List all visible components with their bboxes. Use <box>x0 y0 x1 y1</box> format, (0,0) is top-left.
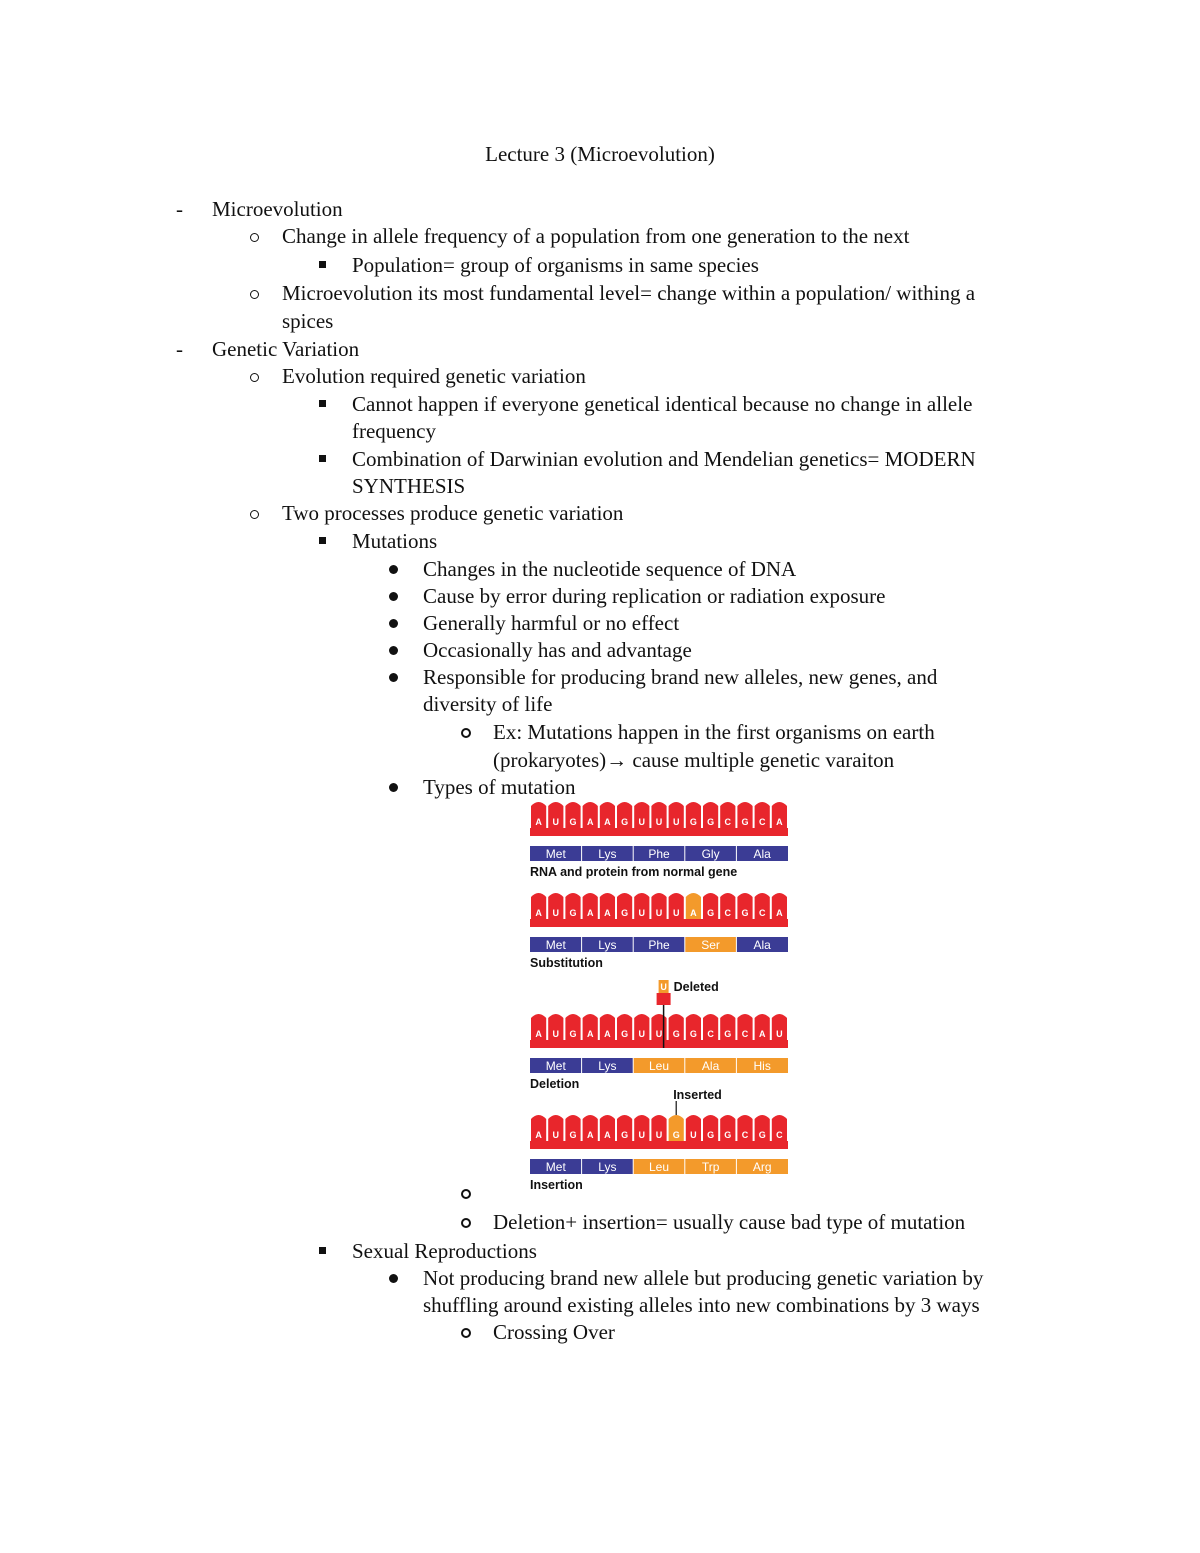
rna-base-letter: A <box>690 908 697 918</box>
rna-base-letter: G <box>672 1130 680 1140</box>
rna-base-letter: C <box>741 1029 749 1039</box>
outline-text: Not producing brand new allele but producing genetic variation by <box>423 1266 984 1290</box>
rna-base-letter: U <box>655 817 663 827</box>
insertion-annotation: Inserted <box>673 1088 722 1102</box>
dash-bullet: - <box>176 337 183 361</box>
rna-base-letter: A <box>535 1130 542 1140</box>
ring-bullet <box>461 728 471 738</box>
rna-base-letter: U <box>638 1130 646 1140</box>
outline-text: spices <box>282 309 334 333</box>
rna-base-letter: G <box>569 817 577 827</box>
rna-base-letter: G <box>741 817 749 827</box>
codon-label: Lys <box>598 847 617 861</box>
rna-base-letter: A <box>758 1029 766 1039</box>
rna-base-letter: G <box>621 817 629 827</box>
rna-base-letter: U <box>672 817 680 827</box>
outline-text: Mutations <box>352 529 438 553</box>
rna-base-letter: G <box>621 1029 629 1039</box>
outline-text: Microevolution <box>212 197 343 221</box>
panel-caption: Substitution <box>530 956 603 970</box>
outline-text: (prokaryotes)→ cause multiple genetic varaiton <box>493 748 895 772</box>
rna-base-letter: U <box>655 908 663 918</box>
outline-text: Occasionally has and advantage <box>423 638 692 662</box>
outline-text: Cannot happen if everyone genetical identical because no change in allele <box>352 392 973 416</box>
rna-base-letter: G <box>724 1130 732 1140</box>
codon-label: His <box>753 1059 771 1073</box>
codon-label: Phe <box>648 938 670 952</box>
outline-text: Population= group of organisms in same species <box>352 253 759 277</box>
rna-base-letter: C <box>758 908 766 918</box>
rna-base-letter: G <box>621 1130 629 1140</box>
rna-backbone <box>530 828 788 836</box>
rna-backbone <box>530 1040 788 1048</box>
circle-bullet <box>250 373 259 382</box>
rna-base-letter: C <box>776 1130 783 1140</box>
circle-bullet <box>250 510 259 519</box>
rna-base-letter: G <box>569 1029 577 1039</box>
rna-base-letter: U <box>655 1029 663 1039</box>
outline-text: diversity of life <box>423 692 553 716</box>
outline-text: Deletion+ insertion= usually cause bad type of mutation <box>493 1210 966 1234</box>
codon-label: Lys <box>598 1059 617 1073</box>
rna-base-letter: G <box>707 1130 715 1140</box>
rna-base-letter: C <box>724 908 732 918</box>
panel-caption: RNA and protein from normal gene <box>530 865 738 879</box>
rna-base-letter: C <box>758 817 766 827</box>
rna-base-letter: A <box>604 1130 611 1140</box>
rna-base-letter: C <box>741 1130 749 1140</box>
rna-backbone <box>530 1141 788 1149</box>
rna-base-letter: A <box>586 817 594 827</box>
rna-base-letter: A <box>776 817 783 827</box>
rna-base-letter: A <box>604 908 611 918</box>
outline-text: Microevolution its most fundamental level= change within a population/ withing a <box>282 281 976 305</box>
rna-base-letter: G <box>741 908 749 918</box>
rna-base-letter: U <box>638 908 646 918</box>
dot-bullet <box>389 783 398 792</box>
rna-base-letter: G <box>569 1130 577 1140</box>
rna-base-letter: U <box>552 908 560 918</box>
rna-base-letter: U <box>552 1029 560 1039</box>
codon-label: Met <box>545 938 566 952</box>
rna-base-letter: A <box>604 1029 611 1039</box>
rna-base-letter: U <box>776 1029 783 1039</box>
codon-label: Ala <box>753 938 771 952</box>
outline-text: Ex: Mutations happen in the first organisms on earth <box>493 720 935 744</box>
rna-base-letter: A <box>586 908 594 918</box>
rna-base-letter: U <box>638 817 646 827</box>
outline-text: Cause by error during replication or radiation exposure <box>423 584 886 608</box>
outline-text: shuffling around existing alleles into new combinations by 3 ways <box>423 1293 980 1317</box>
page-title: Lecture 3 (Microevolution) <box>485 142 715 166</box>
square-bullet <box>319 400 326 407</box>
codon-label: Lys <box>598 1160 617 1174</box>
square-bullet <box>319 261 326 268</box>
outline-text: SYNTHESIS <box>352 474 466 498</box>
deletion-annotation: Deleted <box>673 980 719 994</box>
square-bullet <box>319 455 326 462</box>
codon-label: Ala <box>753 847 771 861</box>
outline-text: Sexual Reproductions <box>352 1239 537 1263</box>
dot-bullet <box>389 1274 398 1283</box>
rna-base-letter: U <box>552 1130 560 1140</box>
mutation-types-figure <box>526 798 796 1198</box>
rna-base-letter: G <box>689 1029 697 1039</box>
rna-base-letter: A <box>586 1029 594 1039</box>
rna-base-letter: G <box>621 908 629 918</box>
dot-bullet <box>389 673 398 682</box>
deleted-base-letter: U <box>660 982 667 992</box>
outline-text: Types of mutation <box>423 775 576 799</box>
outline-text: Changes in the nucleotide sequence of DNA <box>423 557 797 581</box>
rna-base-letter: A <box>535 1029 542 1039</box>
codon-label: Met <box>545 1059 566 1073</box>
rna-backbone <box>530 919 788 927</box>
codon-label: Lys <box>598 938 617 952</box>
codon-label: Trp <box>701 1160 720 1174</box>
outline-text: Evolution required genetic variation <box>282 364 586 388</box>
deleted-base-stem <box>657 993 671 1005</box>
codon-label: Ser <box>701 938 720 952</box>
square-bullet <box>319 537 326 544</box>
outline-text: Generally harmful or no effect <box>423 611 680 635</box>
outline-text: Two processes produce genetic variation <box>282 501 624 525</box>
dash-bullet: - <box>176 197 183 221</box>
codon-label: Leu <box>648 1160 670 1174</box>
panel-caption: Deletion <box>530 1077 580 1091</box>
rna-base-letter: G <box>689 817 697 827</box>
dot-bullet <box>389 646 398 655</box>
codon-label: Arg <box>752 1160 772 1174</box>
rna-base-letter: C <box>707 1029 714 1039</box>
outline-text: Crossing Over <box>493 1320 615 1344</box>
rna-base-letter: A <box>535 817 542 827</box>
circle-bullet <box>250 233 259 242</box>
rna-base-letter: G <box>724 1029 732 1039</box>
rna-base-letter: A <box>604 817 611 827</box>
panel-caption: Insertion <box>530 1178 583 1192</box>
square-bullet <box>319 1247 326 1254</box>
outline-text: Genetic Variation <box>212 337 360 361</box>
outline-text: Combination of Darwinian evolution and Mendelian genetics= MODERN <box>352 447 976 471</box>
rna-base-letter: G <box>707 908 715 918</box>
rna-base-letter: U <box>690 1130 697 1140</box>
ring-bullet <box>461 1189 471 1199</box>
circle-bullet <box>250 290 259 299</box>
rna-base-letter: U <box>655 1130 663 1140</box>
codon-label: Gly <box>701 847 720 861</box>
codon-label: Leu <box>648 1059 670 1073</box>
ring-bullet <box>461 1218 471 1228</box>
rna-base-letter: C <box>724 817 732 827</box>
codon-label: Met <box>545 1160 566 1174</box>
codon-label: Phe <box>648 847 670 861</box>
rna-base-letter: G <box>707 817 715 827</box>
rna-base-letter: U <box>552 817 560 827</box>
rna-base-letter: G <box>672 1029 680 1039</box>
ring-bullet <box>461 1328 471 1338</box>
outline-text: frequency <box>352 419 436 443</box>
rna-base-letter: A <box>586 1130 594 1140</box>
outline-text: Responsible for producing brand new alleles, new genes, and <box>423 665 938 689</box>
rna-base-letter: G <box>758 1130 766 1140</box>
rna-base-letter: A <box>776 908 783 918</box>
codon-label: Met <box>545 847 566 861</box>
dot-bullet <box>389 592 398 601</box>
dot-bullet <box>389 619 398 628</box>
outline-text: Change in allele frequency of a population from one generation to the next <box>282 224 910 248</box>
dot-bullet <box>389 565 398 574</box>
codon-label: Ala <box>701 1059 720 1073</box>
rna-base-letter: A <box>535 908 542 918</box>
rna-base-letter: G <box>569 908 577 918</box>
rna-base-letter: U <box>638 1029 646 1039</box>
rna-base-letter: U <box>672 908 680 918</box>
